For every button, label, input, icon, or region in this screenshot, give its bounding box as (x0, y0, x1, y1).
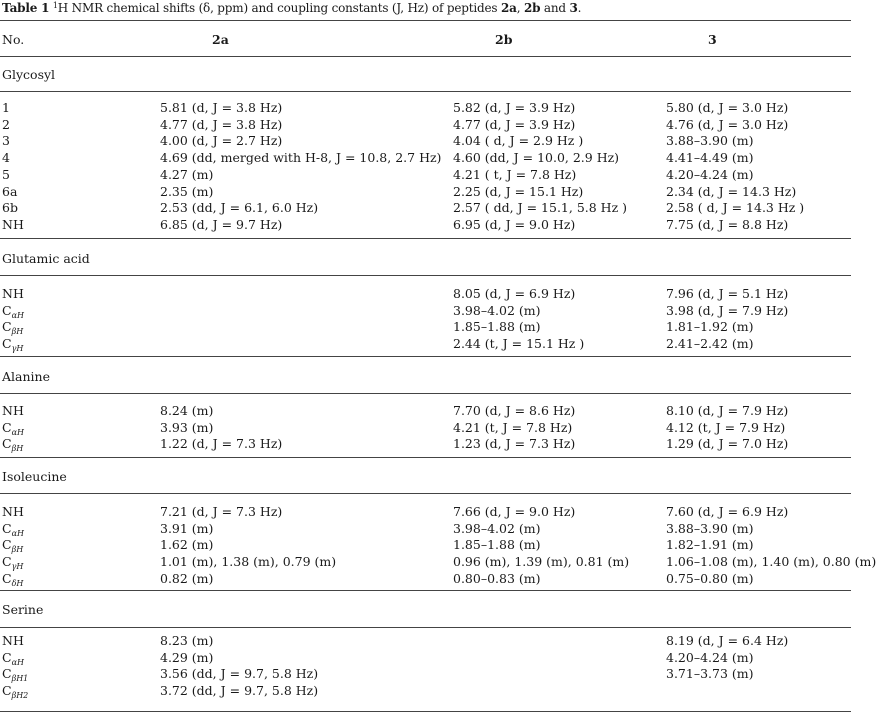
caption-peptide-3: 3 (569, 1, 578, 15)
section-bottom-rule (0, 356, 851, 357)
cell-2b: 0.80–0.83 (m) (453, 571, 541, 586)
table-row (0, 184, 851, 200)
cell-3: 7.96 (d, J = 5.1 Hz) (666, 286, 789, 301)
row-label (2, 133, 10, 149)
header-row (0, 32, 851, 48)
row-label-subscript: γH (11, 344, 24, 353)
table-row (0, 167, 851, 183)
cell-2a: 1.62 (m) (160, 537, 214, 552)
row-label-base: C (2, 666, 12, 681)
table-row (0, 403, 851, 419)
header-col-2b: 2b (495, 32, 513, 47)
row-label (2, 286, 24, 302)
table-row (0, 336, 851, 352)
cell-3: 7.75 (d, J = 8.8 Hz) (666, 217, 789, 232)
row-label-base: 3 (2, 133, 10, 148)
row-label (2, 184, 17, 200)
row-label-base: C (2, 650, 12, 665)
cell-2b: 8.05 (d, J = 6.9 Hz) (453, 286, 576, 301)
row-label-base: C (2, 436, 12, 451)
row-label-base: NH (2, 286, 24, 301)
cell-2b: 3.98–4.02 (m) (453, 521, 541, 536)
cell-2a: 8.24 (m) (160, 403, 214, 418)
row-label (2, 403, 24, 419)
row-label-base: 1 (2, 100, 10, 115)
table-row (0, 420, 851, 436)
caption-peptide-2: 2b (523, 1, 541, 15)
cell-3: 8.19 (d, J = 6.4 Hz) (666, 633, 789, 648)
table-row (0, 217, 851, 233)
cell-2b: 1.23 (d, J = 7.3 Hz) (453, 436, 576, 451)
cell-2a: 2.35 (m) (160, 184, 214, 199)
cell-2a: 4.00 (d, J = 2.7 Hz) (160, 133, 283, 148)
row-label-base: C (2, 554, 12, 569)
cell-3: 3.98 (d, J = 7.9 Hz) (666, 303, 789, 318)
cell-2a: 8.23 (m) (160, 633, 214, 648)
row-label-subscript: βH2 (11, 691, 29, 700)
table-row (0, 571, 851, 587)
row-label (2, 217, 24, 233)
row-label-base: C (2, 683, 12, 698)
table-row (0, 521, 851, 537)
caption-sep-2: and (540, 1, 570, 15)
row-label-base: 6b (2, 200, 18, 215)
bottom-rule (0, 711, 851, 712)
cell-2a: 4.29 (m) (160, 650, 214, 665)
cell-3: 2.58 ( d, J = 14.3 Hz ) (666, 200, 805, 215)
table-row (0, 537, 851, 553)
cell-2a: 2.53 (dd, J = 6.1, 6.0 Hz) (160, 200, 319, 215)
cell-2b: 4.60 (dd, J = 10.0, 2.9 Hz) (453, 150, 620, 165)
table-row (0, 683, 851, 699)
cell-3: 2.41–2.42 (m) (666, 336, 754, 351)
row-label (2, 200, 18, 216)
cell-2b: 2.44 (t, J = 15.1 Hz ) (453, 336, 585, 351)
table-row (0, 100, 851, 116)
cell-2a: 4.69 (dd, merged with H-8, J = 10.8, 2.7 Hz) (160, 150, 442, 165)
table-caption (2, 1, 581, 15)
cell-3: 1.06–1.08 (m), 1.40 (m), 0.80 (m) (666, 554, 876, 569)
row-label-base: NH (2, 403, 24, 418)
cell-2a: 7.21 (d, J = 7.3 Hz) (160, 504, 283, 519)
cell-3: 4.12 (t, J = 7.9 Hz) (666, 420, 786, 435)
section-rule (0, 627, 851, 628)
cell-3: 8.10 (d, J = 7.9 Hz) (666, 403, 789, 418)
row-label-base: C (2, 336, 12, 351)
table-row (0, 303, 851, 319)
row-label-subscript: βH1 (11, 674, 29, 683)
row-label-base: 4 (2, 150, 10, 165)
caption-sup: 1 (52, 1, 58, 10)
table-row (0, 504, 851, 520)
caption-label: Table 1 (2, 1, 50, 15)
table-row (0, 633, 851, 649)
cell-2a: 1.22 (d, J = 7.3 Hz) (160, 436, 283, 451)
section-title: Isoleucine (2, 469, 67, 484)
row-label (2, 571, 23, 589)
caption-end: . (577, 1, 582, 15)
cell-3: 7.60 (d, J = 6.9 Hz) (666, 504, 789, 519)
section-rule (0, 393, 851, 394)
section-title: Glycosyl (2, 67, 56, 82)
cell-2a: 0.82 (m) (160, 571, 214, 586)
header-no: No. (2, 32, 25, 47)
cell-2b: 6.95 (d, J = 9.0 Hz) (453, 217, 576, 232)
table-row (0, 150, 851, 166)
cell-3: 4.20–4.24 (m) (666, 167, 754, 182)
cell-2a: 3.72 (dd, J = 9.7, 5.8 Hz) (160, 683, 319, 698)
row-label (2, 666, 28, 684)
caption-text: H NMR chemical shifts (δ, ppm) and coupling constants (J, Hz) of peptides (57, 1, 501, 15)
cell-2b: 4.77 (d, J = 3.9 Hz) (453, 117, 576, 132)
cell-3: 1.29 (d, J = 7.0 Hz) (666, 436, 789, 451)
row-label-base: 6a (2, 184, 18, 199)
row-label-subscript: βH (11, 444, 24, 453)
table-row (0, 436, 851, 452)
row-label (2, 537, 23, 555)
row-label (2, 683, 28, 701)
cell-3: 4.76 (d, J = 3.0 Hz) (666, 117, 789, 132)
section-rule (0, 493, 851, 494)
section-bottom-rule (0, 457, 851, 458)
row-label-base: 5 (2, 167, 10, 182)
section-rule (0, 91, 851, 92)
table-row (0, 666, 851, 682)
table-row (0, 286, 851, 302)
row-label (2, 150, 10, 166)
header-rule (0, 56, 851, 57)
row-label-base: NH (2, 217, 24, 232)
row-label-base: NH (2, 633, 24, 648)
cell-3: 4.20–4.24 (m) (666, 650, 754, 665)
top-rule (0, 20, 851, 21)
row-label (2, 554, 23, 572)
cell-2b: 7.66 (d, J = 9.0 Hz) (453, 504, 576, 519)
cell-3: 3.71–3.73 (m) (666, 666, 754, 681)
row-label (2, 336, 23, 354)
row-label-base: C (2, 420, 12, 435)
row-label (2, 167, 10, 183)
row-label-subscript: αH (11, 311, 24, 320)
row-label-base: C (2, 537, 12, 552)
cell-2a: 5.81 (d, J = 3.8 Hz) (160, 100, 283, 115)
table-row (0, 650, 851, 666)
row-label-subscript: γH (11, 562, 24, 571)
section-rule (0, 275, 851, 276)
cell-2a: 3.91 (m) (160, 521, 214, 536)
row-label (2, 436, 23, 454)
cell-2b: 4.21 ( t, J = 7.8 Hz) (453, 167, 577, 182)
header-col-2a: 2a (212, 32, 229, 47)
row-label-subscript: αH (11, 529, 24, 538)
cell-2b: 4.21 (t, J = 7.8 Hz) (453, 420, 573, 435)
header-col-3: 3 (708, 32, 717, 47)
cell-3: 1.81–1.92 (m) (666, 319, 754, 334)
cell-2b: 7.70 (d, J = 8.6 Hz) (453, 403, 576, 418)
cell-3: 5.80 (d, J = 3.0 Hz) (666, 100, 789, 115)
table-row (0, 117, 851, 133)
cell-2b: 1.85–1.88 (m) (453, 537, 541, 552)
cell-2b: 2.57 ( dd, J = 15.1, 5.8 Hz ) (453, 200, 628, 215)
cell-3: 0.75–0.80 (m) (666, 571, 754, 586)
row-label-base: C (2, 319, 12, 334)
row-label-subscript: δH (11, 579, 24, 588)
cell-3: 1.82–1.91 (m) (666, 537, 754, 552)
row-label-base: NH (2, 504, 24, 519)
row-label-subscript: αH (11, 658, 24, 667)
cell-2b: 3.98–4.02 (m) (453, 303, 541, 318)
table-row (0, 133, 851, 149)
table-row (0, 200, 851, 216)
caption-peptide-1: 2a (500, 1, 517, 15)
row-label (2, 100, 10, 116)
row-label-subscript: αH (11, 428, 24, 437)
row-label-base: C (2, 303, 12, 318)
cell-2a: 1.01 (m), 1.38 (m), 0.79 (m) (160, 554, 337, 569)
cell-3: 4.41–4.49 (m) (666, 150, 754, 165)
cell-2a: 4.77 (d, J = 3.8 Hz) (160, 117, 283, 132)
row-label-subscript: βH (11, 545, 24, 554)
cell-3: 3.88–3.90 (m) (666, 133, 754, 148)
cell-2a: 4.27 (m) (160, 167, 214, 182)
row-label (2, 319, 23, 337)
row-label (2, 504, 24, 520)
cell-3: 2.34 (d, J = 14.3 Hz) (666, 184, 797, 199)
row-label-base: 2 (2, 117, 10, 132)
row-label-base: C (2, 571, 12, 586)
row-label (2, 633, 24, 649)
table-row (0, 319, 851, 335)
section-title: Alanine (2, 369, 50, 384)
row-label (2, 117, 10, 133)
row-label-subscript: βH (11, 327, 24, 336)
cell-2b: 0.96 (m), 1.39 (m), 0.81 (m) (453, 554, 630, 569)
cell-2b: 1.85–1.88 (m) (453, 319, 541, 334)
cell-3: 3.88–3.90 (m) (666, 521, 754, 536)
row-label-base: C (2, 521, 12, 536)
cell-2a: 3.56 (dd, J = 9.7, 5.8 Hz) (160, 666, 319, 681)
cell-2a: 6.85 (d, J = 9.7 Hz) (160, 217, 283, 232)
cell-2b: 5.82 (d, J = 3.9 Hz) (453, 100, 576, 115)
cell-2b: 2.25 (d, J = 15.1 Hz) (453, 184, 584, 199)
section-bottom-rule (0, 590, 851, 591)
section-title: Serine (2, 602, 44, 617)
caption-sep-1: , (516, 1, 524, 15)
section-title: Glutamic acid (2, 251, 90, 266)
cell-2b: 4.04 ( d, J = 2.9 Hz ) (453, 133, 584, 148)
section-bottom-rule (0, 238, 851, 239)
table-row (0, 554, 876, 571)
cell-2a: 3.93 (m) (160, 420, 214, 435)
